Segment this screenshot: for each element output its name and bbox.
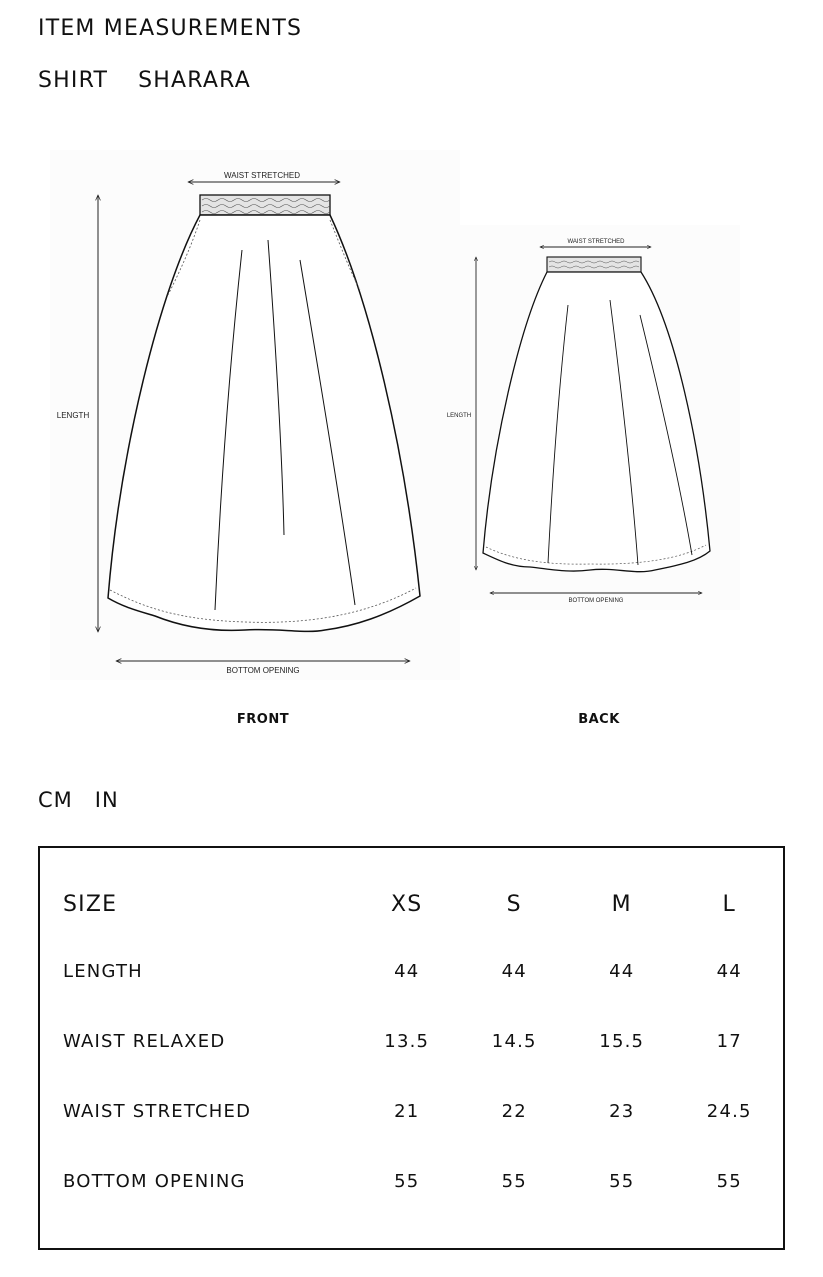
size-col-s: S	[506, 891, 522, 917]
row-label: WAIST RELAXED	[63, 1030, 226, 1052]
table-row	[40, 1076, 783, 1146]
table-row	[40, 936, 783, 1006]
front-waist-stretched-label: WAIST STRETCHED	[223, 171, 301, 180]
cell-value: 44	[394, 960, 420, 982]
size-chart-table	[40, 872, 783, 1216]
front-diagram	[50, 150, 460, 680]
cell-value: 15.5	[599, 1030, 645, 1052]
cell-value: 22	[501, 1100, 527, 1122]
front-view-label: FRONT	[236, 712, 290, 727]
cell-value: 44	[609, 960, 635, 982]
front-length-label: LENGTH	[56, 411, 90, 420]
cell-value: 44	[716, 960, 742, 982]
unit-toggle	[38, 788, 119, 812]
size-col-l: L	[722, 891, 736, 917]
cell-value: 13.5	[384, 1030, 430, 1052]
tab-sharara[interactable]: SHARARA	[138, 68, 251, 93]
back-view-label: BACK	[578, 712, 620, 727]
cell-value: 14.5	[491, 1030, 537, 1052]
page-title: ITEM MEASUREMENTS	[38, 16, 303, 41]
back-skirt-illustration	[440, 225, 740, 610]
tab-shirt[interactable]: SHIRT	[38, 68, 109, 93]
cell-value: 17	[716, 1030, 742, 1052]
size-header-row	[40, 872, 783, 936]
table-row	[40, 1006, 783, 1076]
size-chart	[38, 846, 785, 1250]
size-col-xs: XS	[391, 891, 423, 917]
front-skirt-illustration	[50, 150, 460, 680]
row-label: LENGTH	[63, 960, 143, 982]
size-header-label: SIZE	[63, 891, 118, 917]
cell-value: 55	[394, 1170, 420, 1192]
row-label: BOTTOM OPENING	[63, 1170, 246, 1192]
unit-in[interactable]: IN	[94, 788, 119, 812]
back-bottom-opening-label: BOTTOM OPENING	[568, 598, 624, 604]
back-waist-stretched-label: WAIST STRETCHED	[567, 239, 625, 245]
back-length-label: LENGTH	[446, 413, 472, 419]
cell-value: 55	[716, 1170, 742, 1192]
garment-tabs	[38, 68, 251, 93]
cell-value: 21	[394, 1100, 420, 1122]
cell-value: 44	[501, 960, 527, 982]
table-row	[40, 1146, 783, 1216]
unit-cm[interactable]: CM	[38, 788, 73, 812]
front-bottom-opening-label: BOTTOM OPENING	[226, 666, 300, 675]
cell-value: 23	[609, 1100, 635, 1122]
size-col-m: M	[611, 891, 632, 917]
cell-value: 55	[609, 1170, 635, 1192]
cell-value: 55	[501, 1170, 527, 1192]
back-diagram	[440, 225, 740, 610]
row-label: WAIST STRETCHED	[63, 1100, 252, 1122]
cell-value: 24.5	[706, 1100, 752, 1122]
